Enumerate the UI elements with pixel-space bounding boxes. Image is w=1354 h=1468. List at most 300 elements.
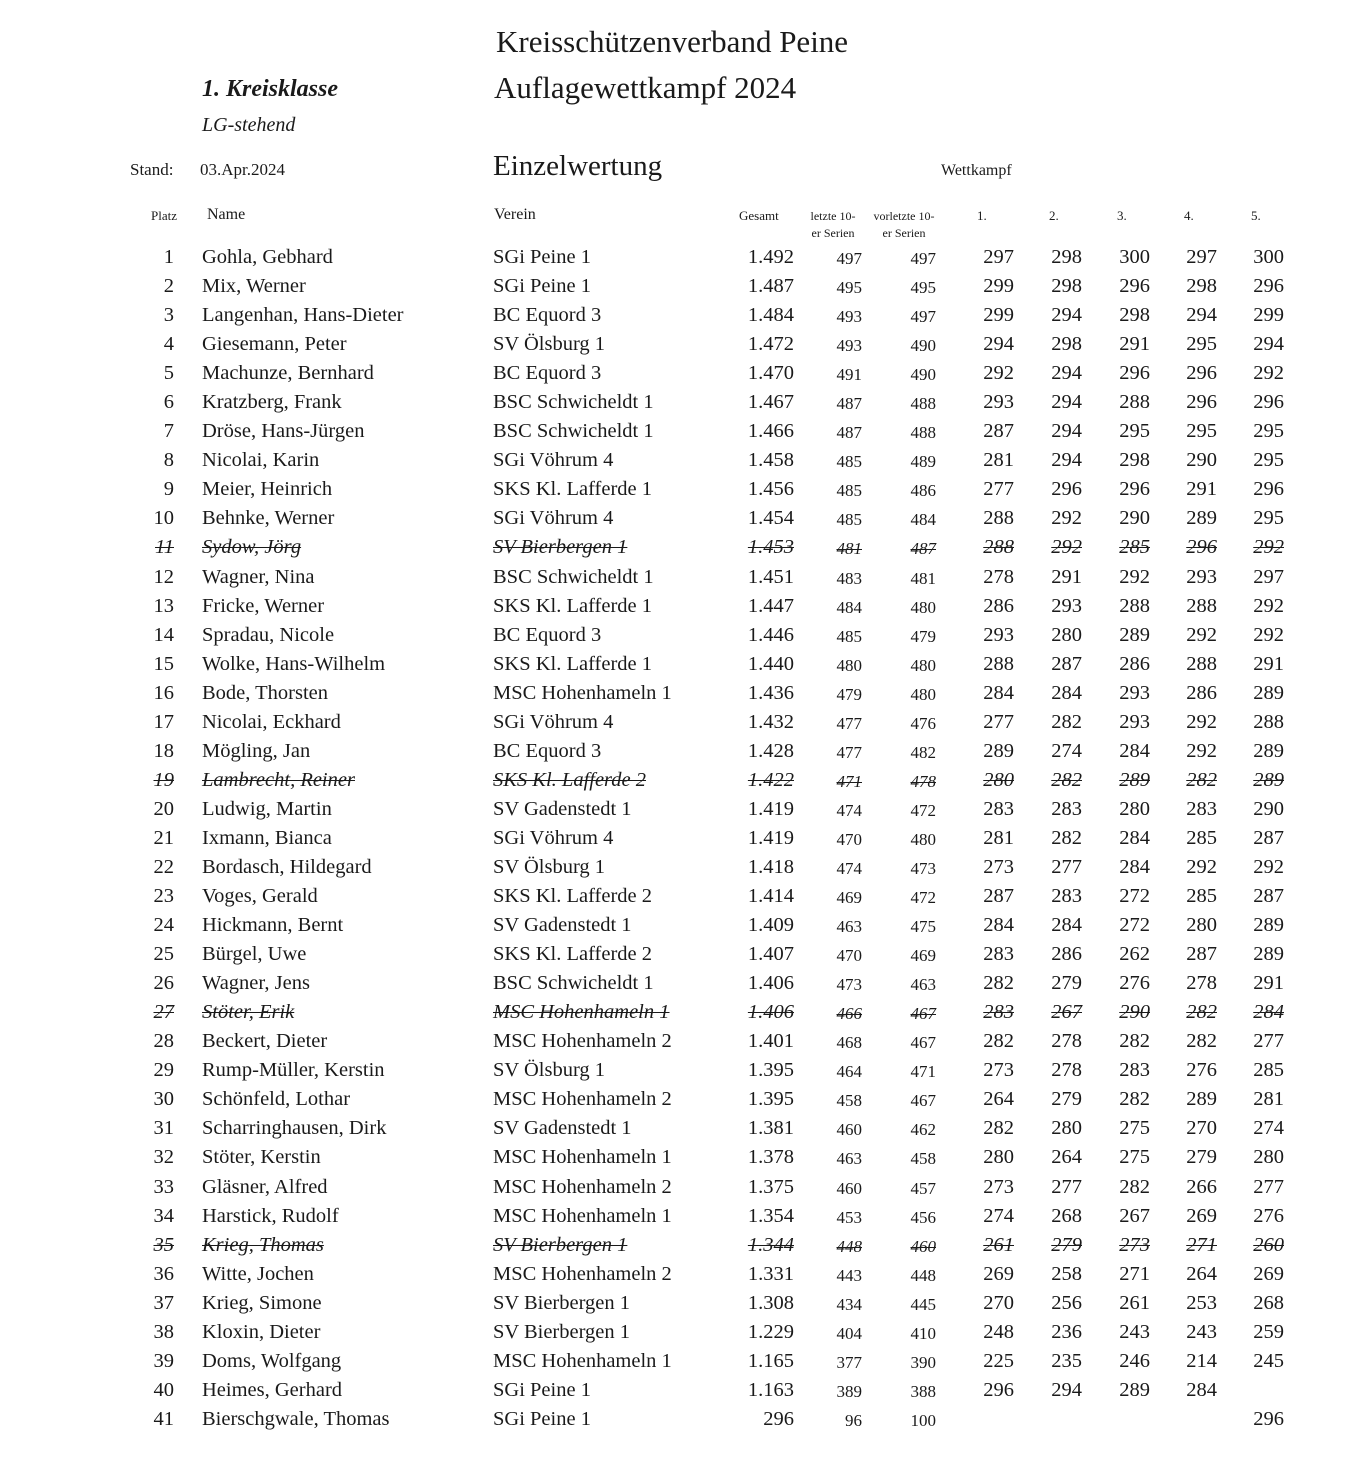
competition-3-cell: 295 <box>1119 420 1150 443</box>
competition-4-cell: 296 <box>1186 391 1217 414</box>
discipline-label: LG-stehend <box>202 114 296 136</box>
competition-4-cell: 214 <box>1186 1349 1217 1372</box>
column-header-w2: 2. <box>1049 208 1059 223</box>
table-row <box>0 1262 1354 1291</box>
stand-date: 03.Apr.2024 <box>200 160 285 179</box>
total-cell: 1.229 <box>747 1320 794 1343</box>
competition-2-cell: 294 <box>1051 449 1082 472</box>
competition-5-cell: 245 <box>1253 1349 1284 1372</box>
competition-5-cell: 295 <box>1253 449 1284 472</box>
last-series-cell: 470 <box>836 946 862 966</box>
name-cell: Wagner, Jens <box>202 972 310 995</box>
competition-1-cell: 293 <box>983 623 1014 646</box>
table-row <box>0 332 1354 361</box>
club-cell: SKS Kl. Lafferde 1 <box>493 478 653 501</box>
total-cell: 1.446 <box>747 623 794 646</box>
total-cell: 1.331 <box>747 1262 794 1285</box>
competition-5-cell: 296 <box>1253 478 1284 501</box>
table-row <box>0 1233 1354 1262</box>
competition-2-cell: 283 <box>1051 797 1082 820</box>
competition-5-cell: 296 <box>1253 391 1284 414</box>
rank-cell: 33 <box>153 1175 174 1198</box>
rank-cell: 41 <box>153 1407 174 1430</box>
total-cell: 1.308 <box>747 1291 794 1314</box>
name-cell: Dröse, Hans-Jürgen <box>202 420 365 443</box>
second-last-series-cell: 467 <box>910 1091 936 1111</box>
competition-2-cell: 279 <box>1051 972 1082 995</box>
club-cell: MSC Hohenhameln 1 <box>493 681 672 704</box>
competition-4-cell: 295 <box>1186 333 1217 356</box>
competition-5-cell: 259 <box>1253 1320 1284 1343</box>
competition-1-cell: 294 <box>983 333 1014 356</box>
last-series-cell: 434 <box>836 1294 862 1314</box>
total-cell: 1.422 <box>747 768 794 791</box>
competition-4-cell: 243 <box>1186 1320 1217 1343</box>
competition-3-cell: 284 <box>1119 826 1150 849</box>
name-cell: Wolke, Hans-Wilhelm <box>202 652 386 675</box>
competition-2-cell: 268 <box>1051 1204 1082 1227</box>
competition-2-cell: 279 <box>1051 1233 1082 1256</box>
competition-2-cell: 298 <box>1051 275 1082 298</box>
second-last-series-cell: 482 <box>910 742 936 762</box>
competition-4-cell: 289 <box>1186 1088 1217 1111</box>
competition-4-cell: 266 <box>1186 1175 1217 1198</box>
competition-3-cell: 286 <box>1119 652 1150 675</box>
second-last-series-cell: 100 <box>910 1410 936 1430</box>
rank-cell: 29 <box>153 1059 174 1082</box>
competition-1-cell: 269 <box>983 1262 1014 1285</box>
competition-2-cell: 282 <box>1051 826 1082 849</box>
competition-5-cell: 287 <box>1253 885 1284 908</box>
table-row <box>0 797 1354 826</box>
total-cell: 1.375 <box>747 1175 794 1198</box>
rank-cell: 12 <box>153 565 174 588</box>
second-last-series-cell: 480 <box>910 829 936 849</box>
column-header-verein: Verein <box>494 206 536 223</box>
competition-2-cell: 280 <box>1051 623 1082 646</box>
competition-1-cell: 283 <box>983 943 1014 966</box>
last-series-cell: 377 <box>836 1352 862 1372</box>
name-cell: Bürgel, Uwe <box>202 943 307 966</box>
competition-2-cell: 292 <box>1051 536 1082 559</box>
competition-1-cell: 280 <box>983 768 1014 791</box>
table-row <box>0 448 1354 477</box>
last-series-cell: 491 <box>836 365 862 385</box>
competition-4-cell: 287 <box>1186 943 1217 966</box>
competition-5-cell: 292 <box>1253 594 1284 617</box>
club-cell: MSC Hohenhameln 1 <box>493 1001 670 1024</box>
column-header-vorletzte-line2: er Serien <box>882 226 926 240</box>
competition-5-cell: 289 <box>1253 914 1284 937</box>
last-series-cell: 473 <box>836 975 862 995</box>
competition-2-cell: 292 <box>1051 507 1082 530</box>
competition-3-cell: 298 <box>1119 449 1150 472</box>
competition-1-cell: 292 <box>983 362 1014 385</box>
last-series-cell: 485 <box>836 626 862 646</box>
competition-2-cell: 298 <box>1051 246 1082 268</box>
total-cell: 1.407 <box>747 943 794 966</box>
rank-cell: 4 <box>163 333 174 356</box>
table-row <box>0 390 1354 419</box>
name-cell: Bode, Thorsten <box>202 681 329 704</box>
competition-3-cell: 296 <box>1119 478 1150 501</box>
competition-5-cell: 287 <box>1253 826 1284 849</box>
competition-3-cell: 275 <box>1119 1146 1150 1169</box>
second-last-series-cell: 481 <box>910 568 936 588</box>
column-header-vorletzte <box>866 208 942 242</box>
name-cell: Langenhan, Hans-Dieter <box>202 304 404 327</box>
column-header-w3: 3. <box>1117 208 1127 223</box>
total-cell: 1.165 <box>747 1349 794 1372</box>
last-series-cell: 474 <box>836 800 862 820</box>
competition-5-cell: 281 <box>1253 1088 1284 1111</box>
competition-2-cell: 274 <box>1051 739 1082 762</box>
name-cell: Nicolai, Eckhard <box>202 710 341 733</box>
name-cell: Spradau, Nicole <box>202 623 335 646</box>
competition-4-cell: 286 <box>1186 681 1217 704</box>
name-cell: Beckert, Dieter <box>202 1030 328 1053</box>
club-cell: SGi Vöhrum 4 <box>493 507 614 530</box>
competition-1-cell: 288 <box>983 507 1014 530</box>
last-series-cell: 470 <box>836 829 862 849</box>
name-cell: Witte, Jochen <box>202 1262 314 1285</box>
competition-4-cell: 292 <box>1186 739 1217 762</box>
table-row <box>0 681 1354 710</box>
rank-cell: 2 <box>163 275 174 298</box>
competition-3-cell: 282 <box>1119 1030 1150 1053</box>
total-cell: 1.453 <box>747 536 794 559</box>
rank-cell: 22 <box>153 855 174 878</box>
competition-3-cell: 271 <box>1119 1262 1150 1285</box>
second-last-series-cell: 488 <box>910 423 936 443</box>
club-cell: BC Equord 3 <box>493 623 602 646</box>
total-cell: 1.454 <box>747 507 794 530</box>
club-cell: MSC Hohenhameln 1 <box>493 1204 672 1227</box>
rank-cell: 10 <box>153 507 174 530</box>
table-row <box>0 623 1354 652</box>
name-cell: Voges, Gerald <box>202 885 318 908</box>
competition-5-cell: 297 <box>1253 565 1284 588</box>
name-cell: Krieg, Simone <box>202 1291 322 1314</box>
second-last-series-cell: 478 <box>910 771 936 791</box>
total-cell: 1.409 <box>747 914 794 937</box>
competition-5-cell: 260 <box>1253 1233 1284 1256</box>
total-cell: 1.378 <box>747 1146 794 1169</box>
competition-5-cell: 296 <box>1253 1407 1284 1430</box>
name-cell: Scharringhausen, Dirk <box>202 1117 387 1140</box>
competition-4-cell: 293 <box>1186 565 1217 588</box>
club-cell: SGi Vöhrum 4 <box>493 710 614 733</box>
second-last-series-cell: 489 <box>910 452 936 472</box>
last-series-cell: 477 <box>836 713 862 733</box>
table-row <box>0 594 1354 623</box>
second-last-series-cell: 445 <box>910 1294 936 1314</box>
competition-5-cell: 299 <box>1253 304 1284 327</box>
competition-3-cell: 285 <box>1119 536 1150 559</box>
competition-5-cell: 277 <box>1253 1175 1284 1198</box>
competition-2-cell: 258 <box>1051 1262 1082 1285</box>
second-last-series-cell: 486 <box>910 481 936 501</box>
competition-2-cell: 235 <box>1051 1349 1082 1372</box>
competition-1-cell: 273 <box>983 1175 1014 1198</box>
competition-4-cell: 298 <box>1186 275 1217 298</box>
table-row <box>0 1087 1354 1116</box>
competition-4-cell: 296 <box>1186 362 1217 385</box>
total-cell: 1.419 <box>747 826 794 849</box>
competition-4-cell: 288 <box>1186 652 1217 675</box>
table-row <box>0 245 1354 274</box>
competition-title: Auflagewettkampf 2024 <box>494 70 797 105</box>
competition-3-cell: 293 <box>1119 710 1150 733</box>
last-series-cell: 480 <box>836 655 862 675</box>
table-row <box>0 1349 1354 1378</box>
second-last-series-cell: 490 <box>910 336 936 356</box>
club-cell: SKS Kl. Lafferde 1 <box>493 594 653 617</box>
total-cell: 1.414 <box>747 885 794 908</box>
competition-1-cell: 287 <box>983 420 1014 443</box>
rank-cell: 38 <box>153 1320 174 1343</box>
total-cell: 1.440 <box>747 652 794 675</box>
name-cell: Sydow, Jörg <box>202 536 302 559</box>
competition-2-cell: 294 <box>1051 362 1082 385</box>
competition-4-cell: 285 <box>1186 885 1217 908</box>
competition-2-cell: 282 <box>1051 768 1082 791</box>
second-last-series-cell: 484 <box>910 510 936 530</box>
competition-1-cell: 289 <box>983 739 1014 762</box>
name-cell: Lambrecht, Reiner <box>202 768 355 791</box>
competition-3-cell: 284 <box>1119 739 1150 762</box>
competition-2-cell: 298 <box>1051 333 1082 356</box>
club-cell: SV Gadenstedt 1 <box>493 1117 632 1140</box>
rank-cell: 34 <box>153 1204 174 1227</box>
competition-4-cell: 270 <box>1186 1117 1217 1140</box>
club-cell: SV Bierbergen 1 <box>493 1291 631 1314</box>
name-cell: Mix, Werner <box>202 275 306 298</box>
rank-cell: 14 <box>153 623 174 646</box>
club-cell: SV Gadenstedt 1 <box>493 914 632 937</box>
competition-4-cell: 292 <box>1186 855 1217 878</box>
results-table <box>0 245 1354 1436</box>
club-cell: BSC Schwicheldt 1 <box>493 391 654 414</box>
competition-3-cell: 272 <box>1119 914 1150 937</box>
second-last-series-cell: 456 <box>910 1207 936 1227</box>
competition-5-cell: 289 <box>1253 768 1284 791</box>
competition-5-cell: 291 <box>1253 972 1284 995</box>
competition-4-cell: 289 <box>1186 507 1217 530</box>
second-last-series-cell: 462 <box>910 1120 936 1140</box>
last-series-cell: 477 <box>836 742 862 762</box>
name-cell: Machunze, Bernhard <box>202 362 374 385</box>
competition-3-cell: 273 <box>1119 1233 1150 1256</box>
competition-3-cell: 300 <box>1119 246 1150 268</box>
competition-3-cell: 282 <box>1119 1175 1150 1198</box>
competition-1-cell: 297 <box>983 246 1014 268</box>
competition-2-cell: 294 <box>1051 391 1082 414</box>
competition-1-cell: 288 <box>983 536 1014 559</box>
last-series-cell: 484 <box>836 597 862 617</box>
competition-3-cell: 288 <box>1119 594 1150 617</box>
competition-5-cell: 284 <box>1253 1001 1284 1024</box>
club-cell: SV Bierbergen 1 <box>493 536 628 559</box>
last-series-cell: 463 <box>836 1149 862 1169</box>
competition-5-cell: 292 <box>1253 536 1284 559</box>
second-last-series-cell: 471 <box>910 1062 936 1082</box>
total-cell: 1.401 <box>747 1030 794 1053</box>
last-series-cell: 96 <box>845 1410 862 1430</box>
column-header-w4: 4. <box>1184 208 1194 223</box>
competition-3-cell: 290 <box>1119 507 1150 530</box>
second-last-series-cell: 460 <box>910 1236 936 1256</box>
competition-1-cell: 278 <box>983 565 1014 588</box>
competition-2-cell: 277 <box>1051 855 1082 878</box>
second-last-series-cell: 480 <box>910 655 936 675</box>
last-series-cell: 493 <box>836 336 862 356</box>
last-series-cell: 474 <box>836 858 862 878</box>
second-last-series-cell: 480 <box>910 597 936 617</box>
club-cell: MSC Hohenhameln 2 <box>493 1175 672 1198</box>
last-series-cell: 479 <box>836 684 862 704</box>
club-cell: SV Gadenstedt 1 <box>493 797 632 820</box>
table-row <box>0 1000 1354 1029</box>
rank-cell: 39 <box>153 1349 174 1372</box>
total-cell: 1.419 <box>747 797 794 820</box>
club-cell: MSC Hohenhameln 2 <box>493 1262 672 1285</box>
last-series-cell: 460 <box>836 1120 862 1140</box>
column-header-letzte-line1: letzte 10- <box>810 209 856 223</box>
competition-5-cell: 292 <box>1253 362 1284 385</box>
rank-cell: 37 <box>153 1291 174 1314</box>
rank-cell: 36 <box>153 1262 174 1285</box>
rank-cell: 11 <box>155 536 174 559</box>
competition-4-cell: 253 <box>1186 1291 1217 1314</box>
competition-4-cell: 282 <box>1186 768 1217 791</box>
club-cell: SKS Kl. Lafferde 1 <box>493 652 653 675</box>
last-series-cell: 466 <box>836 1004 862 1024</box>
total-cell: 1.467 <box>747 391 794 414</box>
last-series-cell: 463 <box>836 917 862 937</box>
name-cell: Bordasch, Hildegard <box>202 855 372 878</box>
competition-2-cell: 291 <box>1051 565 1082 588</box>
competition-1-cell: 286 <box>983 594 1014 617</box>
second-last-series-cell: 463 <box>910 975 936 995</box>
competition-4-cell: 284 <box>1186 1378 1217 1401</box>
competition-1-cell: 261 <box>983 1233 1014 1256</box>
competition-1-cell: 274 <box>983 1204 1014 1227</box>
total-cell: 296 <box>763 1407 794 1430</box>
name-cell: Kloxin, Dieter <box>202 1320 321 1343</box>
last-series-cell: 471 <box>836 771 862 791</box>
second-last-series-cell: 467 <box>910 1033 936 1053</box>
competition-5-cell: 268 <box>1253 1291 1284 1314</box>
last-series-cell: 468 <box>836 1033 862 1053</box>
second-last-series-cell: 480 <box>910 684 936 704</box>
rank-cell: 20 <box>153 797 174 820</box>
competition-2-cell: 278 <box>1051 1059 1082 1082</box>
table-row <box>0 1058 1354 1087</box>
name-cell: Rump-Müller, Kerstin <box>202 1059 385 1082</box>
second-last-series-cell: 497 <box>910 307 936 327</box>
table-row <box>0 1204 1354 1233</box>
rank-cell: 8 <box>163 449 174 472</box>
total-cell: 1.456 <box>747 478 794 501</box>
competition-2-cell: 286 <box>1051 943 1082 966</box>
competition-2-cell: 267 <box>1051 1001 1082 1024</box>
last-series-cell: 404 <box>836 1323 862 1343</box>
competition-3-cell: 289 <box>1119 1378 1150 1401</box>
table-row <box>0 826 1354 855</box>
table-row <box>0 274 1354 303</box>
second-last-series-cell: 410 <box>910 1323 936 1343</box>
competition-1-cell: 288 <box>983 652 1014 675</box>
stand-label: Stand: <box>130 160 174 179</box>
last-series-cell: 464 <box>836 1062 862 1082</box>
second-last-series-cell: 487 <box>910 539 936 559</box>
last-series-cell: 469 <box>836 888 862 908</box>
table-row <box>0 535 1354 564</box>
rank-cell: 31 <box>153 1117 174 1140</box>
name-cell: Hickmann, Bernt <box>202 914 344 937</box>
competition-3-cell: 276 <box>1119 972 1150 995</box>
club-cell: SGi Vöhrum 4 <box>493 449 614 472</box>
competition-1-cell: 284 <box>983 914 1014 937</box>
second-last-series-cell: 479 <box>910 626 936 646</box>
rank-cell: 19 <box>153 768 174 791</box>
club-cell: SKS Kl. Lafferde 2 <box>493 943 653 966</box>
competition-3-cell: 292 <box>1119 565 1150 588</box>
competition-4-cell: 290 <box>1186 449 1217 472</box>
competition-2-cell: 279 <box>1051 1088 1082 1111</box>
table-row <box>0 1378 1354 1407</box>
competition-1-cell: 273 <box>983 855 1014 878</box>
total-cell: 1.458 <box>747 449 794 472</box>
last-series-cell: 485 <box>836 510 862 530</box>
rank-cell: 26 <box>153 972 174 995</box>
competition-3-cell: 289 <box>1119 768 1150 791</box>
second-last-series-cell: 472 <box>910 800 936 820</box>
competition-2-cell: 264 <box>1051 1146 1082 1169</box>
competition-4-cell: 280 <box>1186 914 1217 937</box>
second-last-series-cell: 448 <box>910 1265 936 1285</box>
club-cell: MSC Hohenhameln 1 <box>493 1146 672 1169</box>
competition-2-cell: 294 <box>1051 420 1082 443</box>
table-row <box>0 419 1354 448</box>
last-series-cell: 485 <box>836 481 862 501</box>
competition-2-cell: 287 <box>1051 652 1082 675</box>
rank-cell: 30 <box>153 1088 174 1111</box>
second-last-series-cell: 388 <box>910 1381 936 1401</box>
competition-3-cell: 280 <box>1119 797 1150 820</box>
competition-5-cell: 294 <box>1253 333 1284 356</box>
rank-cell: 32 <box>153 1146 174 1169</box>
column-header-w5: 5. <box>1251 208 1261 223</box>
club-cell: SGi Peine 1 <box>493 1378 591 1401</box>
competition-1-cell: 281 <box>983 449 1014 472</box>
name-cell: Kratzberg, Frank <box>202 391 342 414</box>
table-row <box>0 1407 1354 1436</box>
competition-3-cell: 261 <box>1119 1291 1150 1314</box>
competition-3-cell: 267 <box>1119 1204 1150 1227</box>
club-cell: BC Equord 3 <box>493 362 602 385</box>
name-cell: Doms, Wolfgang <box>202 1349 342 1372</box>
competition-4-cell: 271 <box>1186 1233 1217 1256</box>
competition-2-cell: 284 <box>1051 681 1082 704</box>
second-last-series-cell: 475 <box>910 917 936 937</box>
total-cell: 1.344 <box>747 1233 794 1256</box>
club-cell: SGi Vöhrum 4 <box>493 826 614 849</box>
competition-1-cell: 287 <box>983 885 1014 908</box>
competition-5-cell: 290 <box>1253 797 1284 820</box>
competition-2-cell: 236 <box>1051 1320 1082 1343</box>
